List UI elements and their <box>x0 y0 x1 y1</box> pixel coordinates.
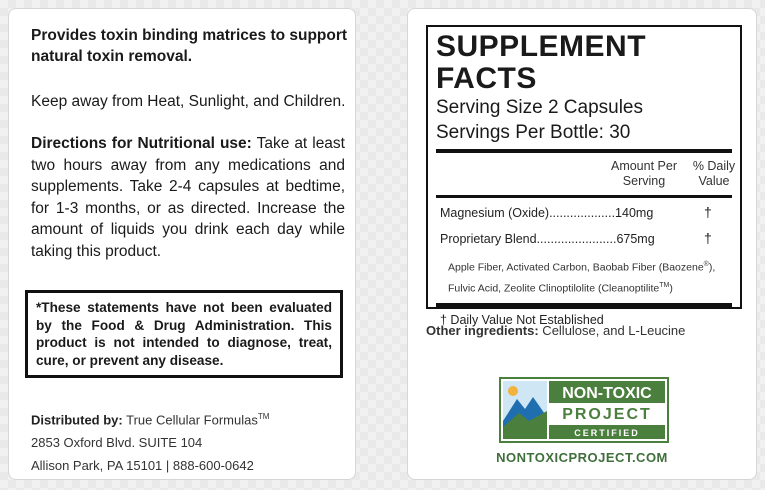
dv-header-line2: Value <box>698 174 730 188</box>
registered-mark: ® <box>703 261 709 268</box>
address-line-2: Allison Park, PA 15101 | 888-600-0642 <box>31 458 254 474</box>
daily-value-note: † Daily Value Not Established <box>440 313 604 327</box>
other-ingredients <box>426 323 685 338</box>
directions-text: Take at least two hours away from any medications and supplements. Take 2-4 capsules at bedtime, for 1-3 months, or as directed. Increase the amount of liquids you drink each day while taking this product. <box>31 135 345 260</box>
nutrient-row <box>436 224 732 250</box>
servings-per-bottle: Servings Per Bottle: 30 <box>436 122 631 143</box>
daily-value-header <box>684 159 744 189</box>
facts-header <box>436 153 736 191</box>
label-left-panel <box>8 8 356 480</box>
product-claim: Provides toxin binding matrices to support natural toxin removal. <box>31 27 348 65</box>
directions <box>31 133 345 262</box>
trademark-mark: TM <box>659 281 670 289</box>
nutrient-dv: † <box>704 204 712 220</box>
blend-line-1b: ), <box>708 261 716 274</box>
nutrient-dv: † <box>704 230 712 246</box>
distributed-label: Distributed by: <box>31 412 123 428</box>
blend-line-2b: ) <box>669 282 673 294</box>
nutrient-row <box>436 198 732 224</box>
directions-label: Directions for Nutritional use: <box>31 135 252 152</box>
supplement-facts-box <box>426 25 742 327</box>
trademark: TM <box>257 412 270 421</box>
divider-thick <box>436 303 732 307</box>
blend-line-1a: Apple Fiber, Activated Carbon, Baobab Fiber (Baozene <box>448 261 704 274</box>
amount-header <box>596 159 692 189</box>
nutrient-label: Magnesium (Oxide)...................140mg <box>440 206 654 220</box>
other-ingredients-label: Other ingredients: <box>426 323 539 338</box>
nutrient-label: Proprietary Blend.......................675mg <box>440 232 655 246</box>
fda-disclaimer-box: *These statements have not been evaluated by the Food & Drug Administration. This product is not intended to diagnose, treat, cure, or prevent any disease. <box>25 290 343 378</box>
blend-line-2a: Fulvic Acid, Zeolite Clinoptilolite (Cleanoptilite <box>448 282 660 294</box>
logo-line-2: PROJECT <box>562 406 652 423</box>
dv-header-line1: % Daily <box>692 159 736 173</box>
amount-header-line1: Amount Per <box>610 159 677 173</box>
amount-header-line2: Serving <box>622 174 666 188</box>
facts-title: SUPPLEMENT FACTS <box>436 30 647 95</box>
logo-line-1: NON-TOXIC <box>562 385 652 402</box>
serving-size: Serving Size 2 Capsules <box>436 97 643 118</box>
logo-line-3: CERTIFIED <box>574 428 640 438</box>
website-url: NONTOXICPROJECT.COM <box>496 450 668 465</box>
distributor-name: True Cellular Formulas <box>122 412 258 428</box>
warning-text: Keep away from Heat, Sunlight, and Children. <box>31 93 346 110</box>
distributor-info <box>31 405 269 477</box>
blend-ingredients <box>448 256 732 297</box>
address-line-1: 2853 Oxford Blvd. SUITE 104 <box>31 435 203 451</box>
label-right-panel <box>407 8 757 480</box>
non-toxic-project-logo <box>499 377 669 443</box>
other-ingredients-text: Cellulose, and L-Leucine <box>538 323 686 338</box>
